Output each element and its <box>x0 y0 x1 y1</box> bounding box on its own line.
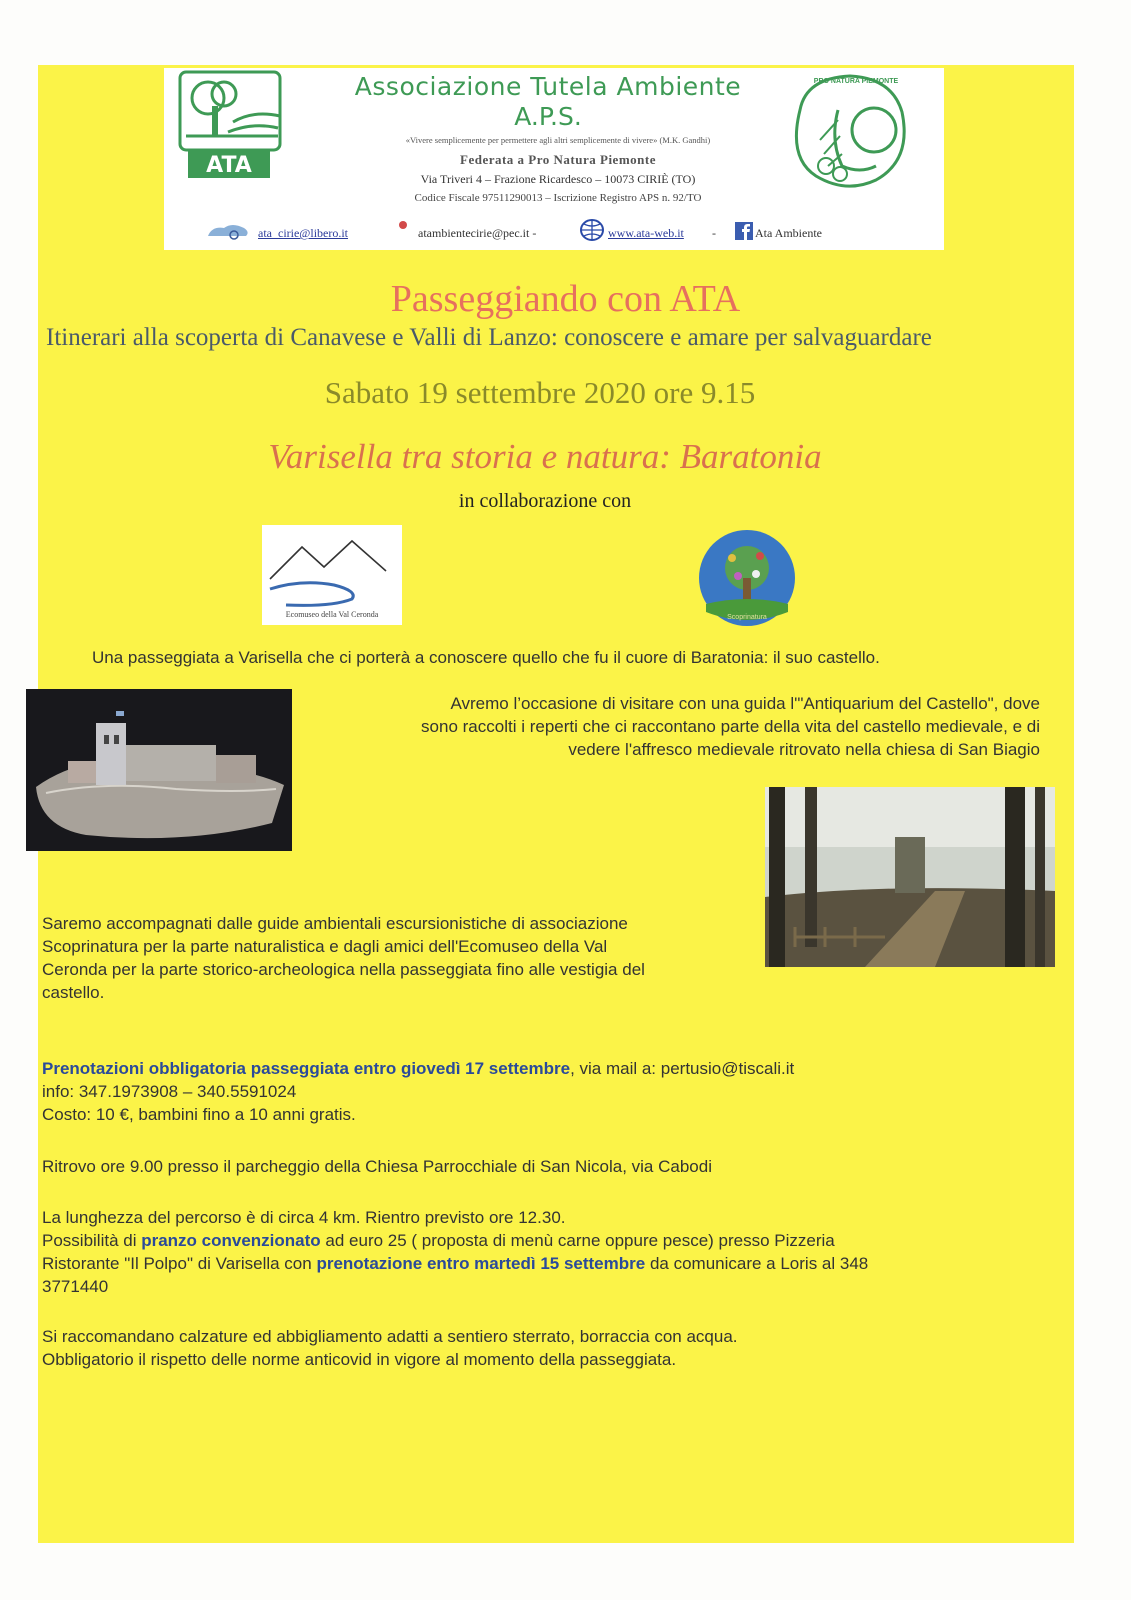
facebook-page: Ata Ambiente <box>755 226 822 240</box>
website-separator: - <box>712 226 716 240</box>
lunch-highlight: pranzo convenzionato <box>141 1231 321 1250</box>
lunch-text: da comunicare a Loris al 348 <box>645 1254 869 1273</box>
globe-icon <box>580 219 604 241</box>
lunch-text: Ristorante "Il Polpo" di Varisella con <box>42 1254 317 1273</box>
booking-line <box>42 1057 794 1080</box>
info-phones: info: 347.1973908 – 340.5591024 <box>42 1082 297 1101</box>
cost-line: Costo: 10 €, bambini fino a 10 anni gratis. <box>42 1105 356 1124</box>
pro-natura-logo-text: PRO NATURA PIEMONTE <box>813 78 899 85</box>
pec-bullet-icon <box>398 220 408 230</box>
event-title: Varisella tra storia e natura: Baratonia <box>268 437 822 476</box>
lunch-text: Possibilità di <box>42 1231 142 1250</box>
forest-path-photo <box>765 787 1055 967</box>
scoprinatura-logo <box>696 528 798 628</box>
federation-line: Federata a Pro Natura Piemonte <box>460 152 656 167</box>
booking-deadline: Prenotazioni obbligatoria passeggiata entro giovedì 17 settembre <box>42 1059 571 1078</box>
meeting-line: Ritrovo ore 9.00 presso il parcheggio della Chiesa Parrocchiale di San Nicola, via Cabodi <box>42 1157 712 1176</box>
collaboration-label: in collaborazione con <box>458 490 632 512</box>
lunch-booking-deadline: prenotazione entro martedì 15 settembre <box>316 1254 646 1273</box>
guides-paragraph <box>42 912 762 1004</box>
castle-model-photo <box>26 689 292 851</box>
motto: «Vivere semplicemente per permettere agli altri semplicemente di vivere» (M.K. Gandhi) <box>405 135 711 145</box>
guides-line: castello. <box>42 983 105 1002</box>
pec-address: atambientecirie@pec.it - <box>418 226 537 240</box>
visit-line: Avremo l’occasione di visitare con una guida l'"Antiquarium del Castello", dove <box>450 694 1040 713</box>
guides-line: Scoprinatura per la parte naturalistica e dagli amici dell'Ecomuseo della Val <box>42 937 608 956</box>
fiscal-code-line: Codice Fiscale 97511290013 – Iscrizione Registro APS n. 92/TO <box>414 192 702 204</box>
scoprinatura-logo-label: Scoprinatura <box>727 614 767 621</box>
email-link[interactable]: ata_cirie@libero.it <box>258 226 349 240</box>
booking-email: , via mail a: pertusio@tiscali.it <box>570 1059 795 1078</box>
pro-natura-logo <box>780 70 916 196</box>
address-line: Via Triveri 4 – Frazione Ricardesco – 10073 CIRIÈ (TO) <box>420 172 696 186</box>
visit-line: sono raccolti i reperti che ci raccontano parte della vita del castello medievale, e di <box>421 717 1040 736</box>
visit-line: vedere l'affresco medievale ritrovato nella chiesa di San Biagio <box>568 740 1040 759</box>
association-aps: A.P.S. <box>514 102 582 131</box>
lunch-line-1 <box>42 1229 835 1252</box>
advice-line: Si raccomandano calzature ed abbigliamento adatti a sentiero sterrato, borraccia con acqua. <box>42 1327 738 1346</box>
event-date: Sabato 19 settembre 2020 ore 9.15 <box>324 375 756 410</box>
advice-line: Obbligatorio il rispetto delle norme anticovid in vigore al momento della passeggiata. <box>42 1350 677 1369</box>
subtitle: Itinerari alla scoperta di Canavese e Valli di Lanzo: conoscere e amare per salvaguardare <box>46 324 932 351</box>
intro-paragraph: Una passeggiata a Varisella che ci porterà a conoscere quello che fu il cuore di Baratonia: il suo castello. <box>92 648 880 667</box>
lunch-line-2 <box>42 1252 868 1275</box>
website-link[interactable]: www.ata-web.it <box>608 226 684 240</box>
association-name: Associazione Tutela Ambiente <box>354 72 742 101</box>
ata-logo-text: ATA <box>206 153 252 178</box>
facebook-icon <box>735 222 753 240</box>
mail-cloud-icon <box>206 220 250 240</box>
ecomuseo-logo-label: Ecomuseo della Val Ceronda <box>285 610 379 619</box>
guides-line: Ceronda per la parte storico-archeologica nella passeggiata fino alle vestigia del <box>42 960 645 979</box>
page-title: Passeggiando con ATA <box>390 278 741 320</box>
visit-paragraph <box>322 692 1040 761</box>
guides-line: Saremo accompagnati dalle guide ambientali escursionistiche di associazione <box>42 914 628 933</box>
lunch-text: ad euro 25 ( proposta di menù carne oppure pesce) presso Pizzeria <box>320 1231 835 1250</box>
lunch-line-3: 3771440 <box>42 1277 109 1296</box>
route-line: La lunghezza del percorso è di circa 4 km. Rientro previsto ore 12.30. <box>42 1208 566 1227</box>
